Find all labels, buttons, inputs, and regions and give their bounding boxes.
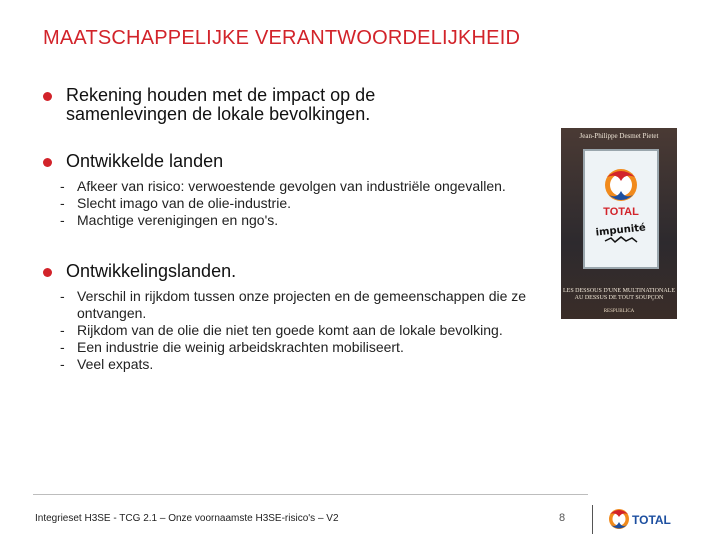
svg-text:TOTAL: TOTAL — [603, 206, 639, 218]
footer-text: Integrieset H3SE - TCG 2.1 – Onze voornaamste H3SE-risico's – V2 — [35, 513, 339, 524]
sub-list-item: - Rijkdom van de olie die niet ten goede komt aan de lokale bevolking. — [60, 322, 503, 338]
bullet-text: Ontwikkelde landen — [66, 151, 224, 171]
book-subtitle: LES DESSOUS D'UNE MULTINATIONALE AU DESSUS DE TOUT SOUPÇON — [562, 288, 676, 301]
svg-text:impunité: impunité — [595, 222, 647, 239]
footer-separator — [592, 505, 593, 534]
bullet-dot-icon — [43, 158, 52, 167]
bullet-item — [43, 86, 426, 124]
bullet-item — [43, 262, 236, 281]
sub-list-item: - Slecht imago van de olie-industrie. — [60, 195, 292, 211]
bullet-text: Ontwikkelingslanden. — [66, 261, 237, 281]
bus-stop-poster — [583, 149, 659, 269]
sub-list — [60, 178, 557, 229]
slide-title: MAATSCHAPPELIJKE VERANTWOORDELIJKHEID — [43, 27, 521, 49]
bullet-text: Rekening houden met de impact op de samenlevingen de lokale bevolkingen. — [66, 85, 376, 124]
sub-list-item: - Machtige verenigingen en ngo's. — [60, 212, 279, 228]
sub-list-item: - Afkeer van risico: verwoestende gevolgen van industriële ongevallen. — [60, 178, 506, 194]
total-logo-icon — [606, 506, 682, 532]
total-logo-text: TOTAL — [632, 513, 671, 527]
bullet-dot-icon — [43, 268, 52, 277]
page-number: 8 — [559, 512, 566, 524]
sub-list — [60, 288, 557, 373]
book-publisher: RESPUBLICA — [603, 309, 635, 314]
sub-list-item: - Veel expats. — [60, 356, 154, 372]
total-logo-icon — [595, 163, 647, 253]
bullet-item — [43, 152, 223, 171]
book-author: Jean-Philippe Desmet Pietet — [579, 132, 659, 140]
bullet-dot-icon — [43, 92, 52, 101]
sub-list-item: - Verschil in rijkdom tussen onze projecten en de gemeenschappen die ze ontvangen. — [60, 288, 527, 321]
sub-list-item: - Een industrie die weinig arbeidskrachten mobiliseert. — [60, 339, 404, 355]
footer-divider — [33, 494, 588, 495]
book-cover-image — [561, 128, 677, 319]
